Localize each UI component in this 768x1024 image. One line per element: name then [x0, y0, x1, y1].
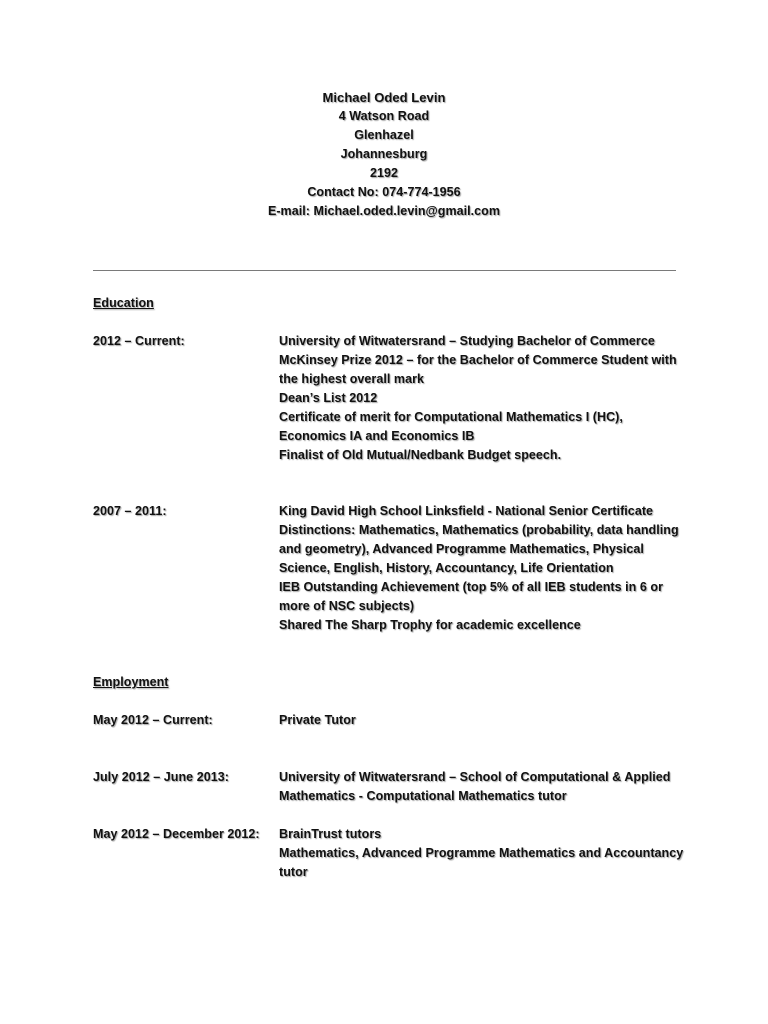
detail-line: King David High School Linksfield - National Senior Certificate — [279, 504, 654, 518]
detail-line: University of Witwatersrand – Studying Bachelor of Commerce — [279, 334, 655, 348]
employment-entry-date-2: July 2012 – June 2013: — [93, 770, 229, 784]
detail-line: Finalist of Old Mutual/Nedbank Budget speech. — [279, 448, 562, 462]
employment-entry-details-1 — [279, 711, 356, 730]
education-entry-date-1: 2012 – Current: — [93, 334, 185, 348]
detail-line: Private Tutor — [279, 713, 356, 727]
employment-heading: Employment — [93, 675, 169, 689]
education-entry-details-2 — [279, 502, 679, 635]
contact-header — [0, 88, 768, 221]
detail-line: McKinsey Prize 2012 – for the Bachelor of Commerce Student with — [279, 353, 677, 367]
education-entry-details-1 — [279, 332, 677, 465]
email-address: E-mail: Michael.oded.levin@gmail.com — [267, 204, 501, 218]
address-city: Johannesburg — [340, 147, 428, 161]
detail-line: Science, English, History, Accountancy, Life Orientation — [279, 561, 614, 575]
employment-entry-details-2 — [279, 768, 671, 806]
applicant-name: Michael Oded Levin — [322, 90, 446, 105]
detail-line: Shared The Sharp Trophy for academic excellence — [279, 618, 581, 632]
employment-entry-details-3 — [279, 825, 683, 882]
detail-line: more of NSC subjects) — [279, 599, 415, 613]
detail-line: Economics IA and Economics IB — [279, 429, 475, 443]
address-street: 4 Watson Road — [338, 109, 430, 123]
education-heading: Education — [93, 296, 154, 310]
detail-line: Distinctions: Mathematics, Mathematics (probability, data handling — [279, 523, 679, 537]
detail-line: Mathematics, Advanced Programme Mathematics and Accountancy — [279, 846, 684, 860]
detail-line: Mathematics - Computational Mathematics tutor — [279, 789, 567, 803]
employment-entry-date-3: May 2012 – December 2012: — [93, 827, 260, 841]
detail-line: and geometry), Advanced Programme Mathematics, Physical — [279, 542, 644, 556]
education-entry-date-2: 2007 – 2011: — [93, 504, 167, 518]
detail-line: IEB Outstanding Achievement (top 5% of all IEB students in 6 or — [279, 580, 663, 594]
contact-number: Contact No: 074-774-1956 — [307, 185, 461, 199]
detail-line: tutor — [279, 865, 308, 879]
address-suburb: Glenhazel — [354, 128, 414, 142]
address-postal-code: 2192 — [369, 166, 398, 180]
employment-entry-date-1: May 2012 – Current: — [93, 713, 213, 727]
detail-line: Certificate of merit for Computational Mathematics I (HC), — [279, 410, 623, 424]
detail-line: University of Witwatersrand – School of Computational & Applied — [279, 770, 671, 784]
header-divider — [93, 270, 676, 271]
detail-line: Dean’s List 2012 — [279, 391, 378, 405]
detail-line: the highest overall mark — [279, 372, 424, 386]
detail-line: BrainTrust tutors — [279, 827, 382, 841]
